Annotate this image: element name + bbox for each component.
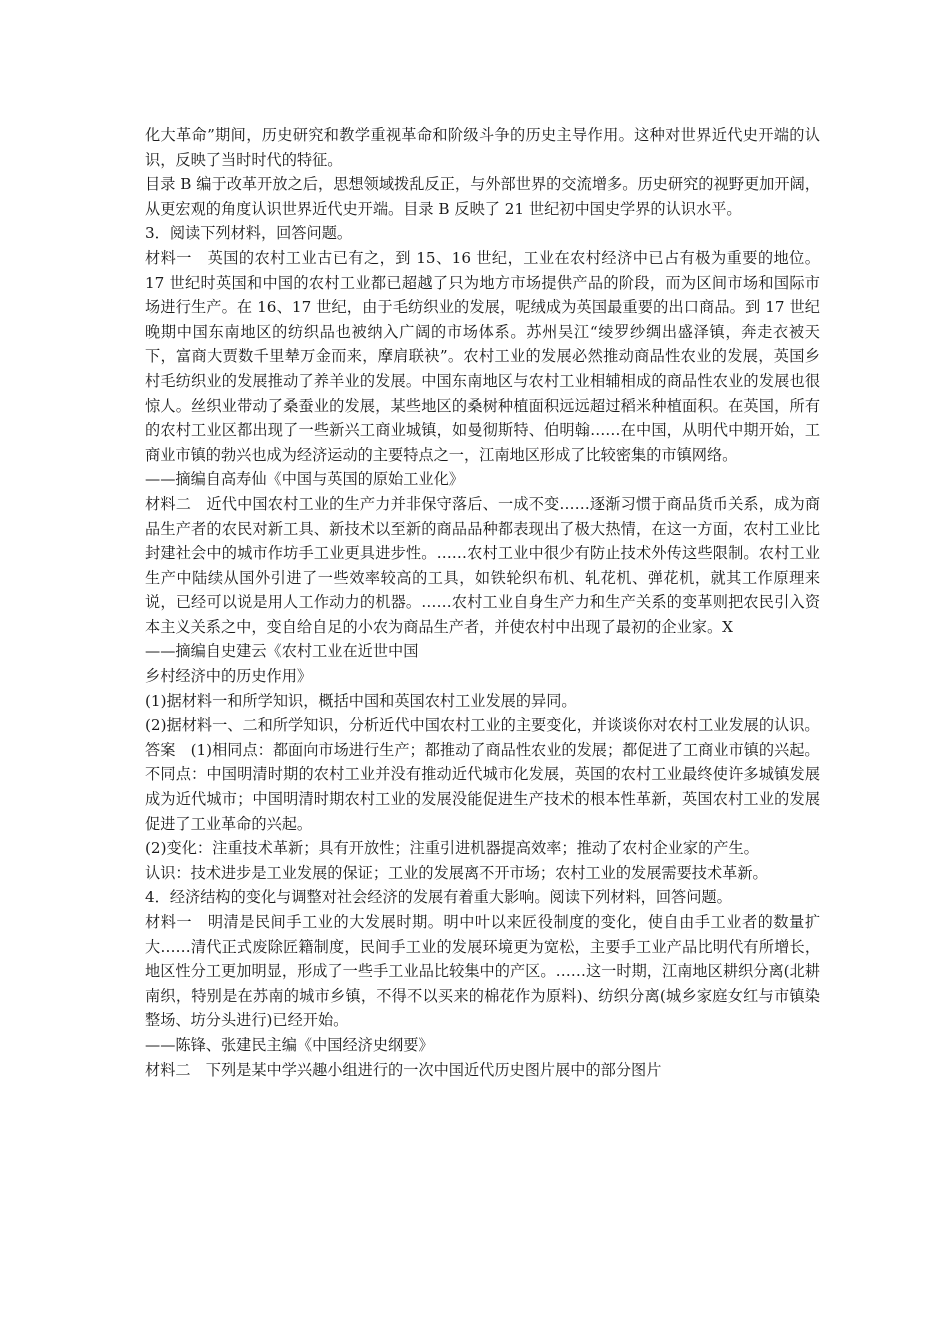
source-citation: ——摘编自史建云《农村工业在近世中国: [145, 642, 419, 661]
sub-question: (2)据材料一、二和所学知识，分析近代中国农村工业的主要变化，并谈谈你对农村工业发展的认识。: [145, 716, 820, 735]
document-body: [145, 123, 820, 1082]
material-paragraph: 材料一 英国的农村工业古已有之，到 15、16 世纪，工业在农村经济中已占有极为重要的地位。17 世纪时英国和中国的农村工业都已超越了只为地方市场提供产品的阶段，而为区间市场和国际市场进行生产。在 16、17 世纪，由于毛纺织业的发展，呢绒成为英国最重要的出口商品。到 17 世纪晚期中国东南地区的纺织品也被纳入广阔的市场体系。苏州吴江“绫罗纱绸出盛泽镇，奔走衣被天下，富商大贾数千里辇万金而来，摩肩联袂”。农村工业的发展必然推动商品性农业的发展，英国乡村毛纺织业的发展推动了养羊业的发展。中国东南地区与农村工业相辅相成的商品性农业的发展也很惊人。丝织业带动了桑蚕业的发展，某些地区的桑树种植面积远远超过稻米种植面积。在英国，所有的农村工业区都出现了一些新兴工商业城镇，如曼彻斯特、伯明翰……在中国，从明代中期开始，工商业市镇的勃兴也成为经济运动的主要特点之一，江南地区形成了比较密集的市镇网络。: [145, 248, 820, 464]
answer-paragraph: (2)变化：注重技术革新；具有开放性；注重引进机器提高效率；推动了农村企业家的产生。: [145, 839, 759, 858]
text-paragraph: 目录 B 编于改革开放之后，思想领域拨乱反正，与外部世界的交流增多。历史研究的视野更加开阔，从更宏观的角度认识世界近代史开端。目录 B 反映了 21 世纪初中国史学界的认识水平。: [145, 175, 820, 218]
answer-paragraph: 不同点：中国明清时期的农村工业并没有推动近代城市化发展，英国的农村工业最终使许多城镇发展成为近代城市；中国明清时期农村工业的发展没能促进生产技术的根本性革新，英国农村工业的发展促进了工业革命的兴起。: [145, 765, 820, 833]
material-paragraph: 材料一 明清是民间手工业的大发展时期。明中叶以来匠役制度的变化，使自由手工业者的数量扩大……清代正式废除匠籍制度，民间手工业的发展环境更为宽松，主要手工业产品比明代有所增长，地区性分工更加明显，形成了一些手工业品比较集中的产区。……这一时期，江南地区耕织分离(北耕南织，特别是在苏南的城市乡镇，不得不以买来的棉花作为原料)、纺织分离(城乡家庭女红与市镇染整场、坊分头进行)已经开始。: [145, 913, 820, 1030]
answer-paragraph: 答案 (1)相同点：都面向市场进行生产；都推动了商品性农业的发展；都促进了工商业市镇的兴起。: [145, 740, 820, 759]
source-citation: ——陈锋、张建民主编《中国经济史纲要》: [145, 1035, 434, 1054]
text-paragraph: 化大革命”期间，历史研究和教学重视革命和阶级斗争的历史主导作用。这种对世界近代史开端的认识，反映了当时时代的特征。: [145, 126, 820, 169]
sub-question: (1)据材料一和所学知识，概括中国和英国农村工业发展的异同。: [145, 691, 577, 710]
source-citation-continued: 乡村经济中的历史作用》: [145, 667, 313, 686]
material-paragraph: 材料二 近代中国农村工业的生产力并非保守落后、一成不变……逐渐习惯于商品货币关系，成为商品生产者的农民对新工具、新技术以至新的商品品种都表现出了极大热情，在这一方面，农村工业比封建社会中的城市作坊手工业更具进步性。……农村工业中很少有防止技术外传这些限制。农村工业生产中陆续从国外引进了一些效率较高的工具，如铁轮织布机、轧花机、弹花机，就其工作原理来说，已经可以说是用人工作动力的机器。……农村工业自身生产力和生产关系的变革则把农民引入资本主义关系之中，变自给自足的小农为商品生产者，并使农村中出现了最初的企业家。X: [145, 494, 820, 636]
question-heading: 4．经济结构的变化与调整对社会经济的发展有着重大影响。阅读下列材料，回答问题。: [145, 888, 732, 907]
question-heading: 3．阅读下列材料，回答问题。: [145, 224, 353, 243]
material-paragraph: 材料二 下列是某中学兴趣小组进行的一次中国近代历史图片展中的部分图片: [145, 1060, 662, 1079]
source-citation: ——摘编自高寿仙《中国与英国的原始工业化》: [145, 470, 464, 489]
answer-paragraph: 认识：技术进步是工业发展的保证；工业的发展离不开市场；农村工业的发展需要技术革新。: [145, 863, 768, 882]
